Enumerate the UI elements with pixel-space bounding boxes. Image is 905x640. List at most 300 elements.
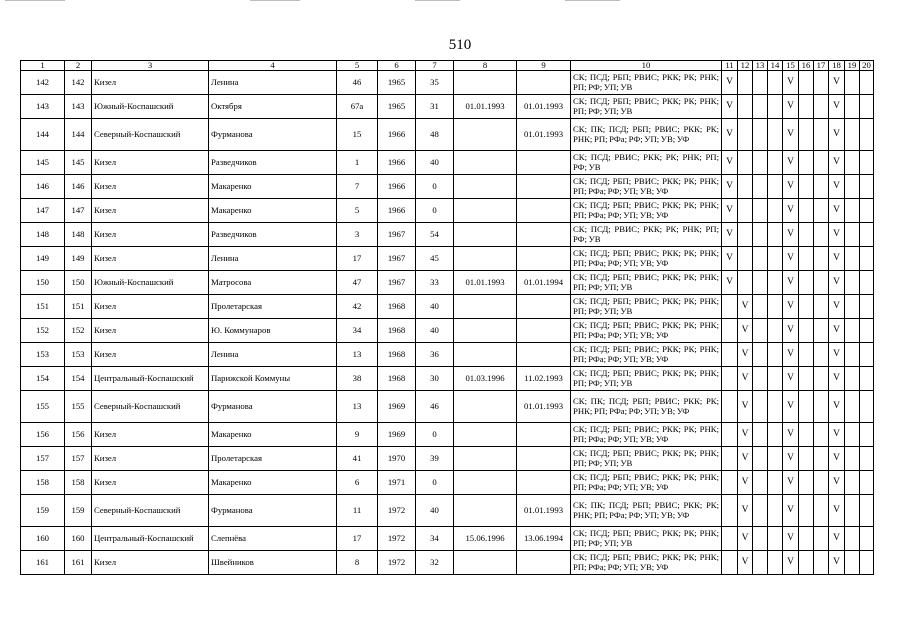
mark-cell: [753, 151, 768, 175]
mark-cell: V: [783, 119, 799, 151]
date-cell: [517, 343, 571, 367]
date-cell: [517, 71, 571, 95]
mark-cell: [768, 423, 783, 447]
mark-cell: [799, 151, 814, 175]
mark-cell: [845, 95, 860, 119]
year-cell: 1967: [378, 271, 416, 295]
mark-cell: [845, 223, 860, 247]
value-cell: 48: [416, 119, 454, 151]
column-header: 13: [753, 61, 768, 71]
column-header: 10: [571, 61, 722, 71]
mark-cell: [753, 423, 768, 447]
mark-cell: [814, 423, 829, 447]
codes-cell: СК; ПСД; РБП; РВИС; РКК; РК; РНК; РП; РФ; УП; УВ: [571, 447, 722, 471]
codes-cell: СК; ПК; ПСД; РБП; РВИС; РКК; РК; РНК; РП; РФа; РФ; УП; УВ; УФ: [571, 391, 722, 423]
mark-cell: V: [783, 319, 799, 343]
mark-cell: [845, 175, 860, 199]
street-cell: Ленина: [209, 343, 337, 367]
mark-cell: [799, 551, 814, 575]
mark-cell: V: [738, 295, 753, 319]
mark-cell: [860, 247, 874, 271]
mark-cell: [845, 151, 860, 175]
mark-cell: V: [783, 391, 799, 423]
date-cell: 15.06.1996: [454, 527, 517, 551]
mark-cell: [799, 527, 814, 551]
mark-cell: V: [783, 447, 799, 471]
mark-cell: V: [738, 447, 753, 471]
table-body: [21, 71, 874, 575]
mark-cell: V: [783, 95, 799, 119]
mark-cell: V: [829, 367, 845, 391]
mark-cell: [845, 271, 860, 295]
mark-cell: [845, 119, 860, 151]
column-header: 1: [21, 61, 65, 71]
value-cell: 40: [416, 495, 454, 527]
street-cell: Макаренко: [209, 423, 337, 447]
mark-cell: V: [722, 271, 738, 295]
row-index-cell: 148: [21, 223, 65, 247]
date-cell: [454, 71, 517, 95]
row-index-cell: 161: [21, 551, 65, 575]
mark-cell: [799, 199, 814, 223]
table-row: [21, 271, 874, 295]
house-number-cell: 6: [337, 471, 378, 495]
column-header: 3: [92, 61, 209, 71]
mark-cell: [860, 423, 874, 447]
year-cell: 1967: [378, 247, 416, 271]
date-cell: [454, 295, 517, 319]
table-row: [21, 471, 874, 495]
mark-cell: [799, 319, 814, 343]
street-cell: Фурманова: [209, 495, 337, 527]
date-cell: [517, 423, 571, 447]
mark-cell: [860, 551, 874, 575]
codes-cell: СК; ПСД; РБП; РВИС; РКК; РК; РНК; РП; РФа; РФ; УП; УВ; УФ: [571, 471, 722, 495]
mark-cell: V: [829, 247, 845, 271]
mark-cell: [799, 223, 814, 247]
object-number-cell: 142: [65, 71, 92, 95]
mark-cell: V: [783, 71, 799, 95]
mark-cell: [799, 175, 814, 199]
table-row: [21, 551, 874, 575]
house-number-cell: 8: [337, 551, 378, 575]
codes-cell: СК; ПСД; РВИС; РКК; РК; РНК; РП; РФ; УВ: [571, 151, 722, 175]
mark-cell: [738, 199, 753, 223]
value-cell: 45: [416, 247, 454, 271]
mark-cell: [753, 527, 768, 551]
date-cell: 11.02.1993: [517, 367, 571, 391]
date-cell: [517, 151, 571, 175]
settlement-cell: Кизел: [92, 447, 209, 471]
row-index-cell: 146: [21, 175, 65, 199]
mark-cell: [768, 367, 783, 391]
mark-cell: [799, 95, 814, 119]
date-cell: [454, 151, 517, 175]
year-cell: 1965: [378, 95, 416, 119]
mark-cell: [753, 71, 768, 95]
row-index-cell: 150: [21, 271, 65, 295]
mark-cell: [860, 495, 874, 527]
date-cell: 01.01.1993: [517, 95, 571, 119]
date-cell: [454, 423, 517, 447]
object-number-cell: 156: [65, 423, 92, 447]
year-cell: 1972: [378, 551, 416, 575]
mark-cell: [738, 151, 753, 175]
mark-cell: V: [783, 551, 799, 575]
codes-cell: СК; ПСД; РБП; РВИС; РКК; РК; РНК; РП; РФа; РФ; УП; УВ; УФ: [571, 423, 722, 447]
mark-cell: [860, 271, 874, 295]
mark-cell: V: [738, 319, 753, 343]
mark-cell: V: [829, 271, 845, 295]
row-index-cell: 154: [21, 367, 65, 391]
date-cell: 01.01.1993: [454, 95, 517, 119]
mark-cell: [845, 527, 860, 551]
house-number-cell: 13: [337, 343, 378, 367]
column-header: 11: [722, 61, 738, 71]
column-header: 14: [768, 61, 783, 71]
mark-cell: [753, 247, 768, 271]
codes-cell: СК; ПСД; РБП; РВИС; РКК; РК; РНК; РП; РФа; РФ; УП; УВ; УФ: [571, 175, 722, 199]
mark-cell: [860, 151, 874, 175]
codes-cell: СК; ПСД; РБП; РВИС; РКК; РК; РНК; РП; РФ; УП; УВ: [571, 295, 722, 319]
row-index-cell: 145: [21, 151, 65, 175]
street-cell: Октября: [209, 95, 337, 119]
codes-cell: СК; ПСД; РБП; РВИС; РКК; РК; РНК; РП; РФа; РФ; УП; УВ; УФ: [571, 199, 722, 223]
mark-cell: V: [783, 343, 799, 367]
table-row: [21, 95, 874, 119]
mark-cell: [722, 471, 738, 495]
mark-cell: V: [829, 343, 845, 367]
street-cell: Разведчиков: [209, 223, 337, 247]
mark-cell: [753, 119, 768, 151]
mark-cell: V: [783, 295, 799, 319]
mark-cell: V: [722, 71, 738, 95]
mark-cell: [860, 471, 874, 495]
object-number-cell: 144: [65, 119, 92, 151]
object-number-cell: 157: [65, 447, 92, 471]
column-header: 18: [829, 61, 845, 71]
street-cell: Ю. Коммунаров: [209, 319, 337, 343]
row-index-cell: 156: [21, 423, 65, 447]
table-row: [21, 247, 874, 271]
date-cell: 01.01.1993: [517, 391, 571, 423]
object-number-cell: 160: [65, 527, 92, 551]
settlement-cell: Кизел: [92, 151, 209, 175]
date-cell: [454, 247, 517, 271]
table-row: [21, 319, 874, 343]
street-cell: Слепнёва: [209, 527, 337, 551]
mark-cell: [738, 71, 753, 95]
year-cell: 1969: [378, 391, 416, 423]
codes-cell: СК; ПСД; РБП; РВИС; РКК; РК; РНК; РП; РФ; УП; УВ: [571, 71, 722, 95]
object-number-cell: 146: [65, 175, 92, 199]
street-cell: Парижской Коммуны: [209, 367, 337, 391]
house-number-cell: 38: [337, 367, 378, 391]
row-index-cell: 153: [21, 343, 65, 367]
mark-cell: V: [829, 71, 845, 95]
codes-cell: СК; ПСД; РБП; РВИС; РКК; РК; РНК; РП; РФ; УП; УВ: [571, 367, 722, 391]
settlement-cell: Центральный-Коспашский: [92, 527, 209, 551]
house-number-cell: 17: [337, 527, 378, 551]
mark-cell: [799, 423, 814, 447]
object-number-cell: 158: [65, 471, 92, 495]
value-cell: 0: [416, 423, 454, 447]
mark-cell: [738, 175, 753, 199]
column-header: 9: [517, 61, 571, 71]
mark-cell: V: [829, 527, 845, 551]
codes-cell: СК; ПК; ПСД; РБП; РВИС; РКК; РК; РНК; РП; РФа; РФ; УП; УВ; УФ: [571, 495, 722, 527]
mark-cell: V: [738, 367, 753, 391]
column-header: 2: [65, 61, 92, 71]
date-cell: [454, 551, 517, 575]
object-number-cell: 153: [65, 343, 92, 367]
mark-cell: V: [829, 119, 845, 151]
value-cell: 31: [416, 95, 454, 119]
house-number-cell: 1: [337, 151, 378, 175]
mark-cell: [860, 295, 874, 319]
column-header: 8: [454, 61, 517, 71]
date-cell: [454, 223, 517, 247]
street-cell: Макаренко: [209, 175, 337, 199]
mark-cell: [860, 447, 874, 471]
mark-cell: V: [829, 223, 845, 247]
mark-cell: [768, 271, 783, 295]
column-header: 20: [860, 61, 874, 71]
date-cell: [454, 343, 517, 367]
value-cell: 40: [416, 295, 454, 319]
mark-cell: [814, 175, 829, 199]
mark-cell: [768, 71, 783, 95]
mark-cell: [753, 551, 768, 575]
mark-cell: [799, 447, 814, 471]
table-row: [21, 175, 874, 199]
mark-cell: [860, 343, 874, 367]
date-cell: [517, 319, 571, 343]
mark-cell: [753, 175, 768, 199]
mark-cell: [722, 551, 738, 575]
mark-cell: V: [783, 223, 799, 247]
mark-cell: [722, 319, 738, 343]
codes-cell: СК; ПСД; РБП; РВИС; РКК; РК; РНК; РП; РФ; УП; УВ: [571, 95, 722, 119]
table-row: [21, 423, 874, 447]
mark-cell: [860, 527, 874, 551]
mark-cell: [753, 95, 768, 119]
row-index-cell: 152: [21, 319, 65, 343]
mark-cell: [722, 391, 738, 423]
row-index-cell: 147: [21, 199, 65, 223]
mark-cell: [753, 223, 768, 247]
mark-cell: [799, 71, 814, 95]
mark-cell: [768, 95, 783, 119]
table-row: [21, 119, 874, 151]
house-number-cell: 3: [337, 223, 378, 247]
date-cell: [454, 319, 517, 343]
object-number-cell: 143: [65, 95, 92, 119]
year-cell: 1968: [378, 343, 416, 367]
mark-cell: [860, 119, 874, 151]
street-cell: Макаренко: [209, 471, 337, 495]
mark-cell: [768, 151, 783, 175]
object-number-cell: 152: [65, 319, 92, 343]
table-row: [21, 199, 874, 223]
mark-cell: V: [829, 495, 845, 527]
mark-cell: [753, 447, 768, 471]
value-cell: 40: [416, 319, 454, 343]
mark-cell: V: [783, 151, 799, 175]
mark-cell: [814, 199, 829, 223]
mark-cell: [768, 295, 783, 319]
date-cell: [454, 495, 517, 527]
mark-cell: [753, 391, 768, 423]
settlement-cell: Северный-Коспашский: [92, 119, 209, 151]
street-cell: Матросова: [209, 271, 337, 295]
mark-cell: [814, 247, 829, 271]
date-cell: [517, 295, 571, 319]
mark-cell: [799, 367, 814, 391]
mark-cell: [814, 495, 829, 527]
street-cell: Швейников: [209, 551, 337, 575]
street-cell: Макаренко: [209, 199, 337, 223]
mark-cell: V: [722, 247, 738, 271]
date-cell: 01.01.1993: [517, 495, 571, 527]
codes-cell: СК; ПСД; РБП; РВИС; РКК; РК; РНК; РП; РФ; УП; УВ: [571, 527, 722, 551]
registry-table: [20, 60, 874, 575]
mark-cell: V: [783, 271, 799, 295]
value-cell: 32: [416, 551, 454, 575]
house-number-cell: 5: [337, 199, 378, 223]
mark-cell: [753, 495, 768, 527]
mark-cell: [753, 295, 768, 319]
street-cell: Фурманова: [209, 119, 337, 151]
settlement-cell: Кизел: [92, 247, 209, 271]
mark-cell: V: [722, 119, 738, 151]
settlement-cell: Кизел: [92, 551, 209, 575]
mark-cell: V: [783, 247, 799, 271]
scan-edge-line: [565, 0, 620, 1]
row-index-cell: 159: [21, 495, 65, 527]
settlement-cell: Южный-Коспашский: [92, 95, 209, 119]
mark-cell: [738, 95, 753, 119]
mark-cell: [845, 247, 860, 271]
house-number-cell: 67а: [337, 95, 378, 119]
mark-cell: [768, 175, 783, 199]
column-header: 6: [378, 61, 416, 71]
mark-cell: [799, 271, 814, 295]
date-cell: [454, 471, 517, 495]
row-index-cell: 160: [21, 527, 65, 551]
year-cell: 1966: [378, 151, 416, 175]
mark-cell: V: [829, 423, 845, 447]
mark-cell: [768, 447, 783, 471]
mark-cell: [845, 343, 860, 367]
mark-cell: V: [783, 527, 799, 551]
table-row: [21, 367, 874, 391]
column-header: 12: [738, 61, 753, 71]
mark-cell: [814, 447, 829, 471]
mark-cell: [722, 423, 738, 447]
house-number-cell: 41: [337, 447, 378, 471]
value-cell: 0: [416, 175, 454, 199]
mark-cell: [860, 223, 874, 247]
object-number-cell: 149: [65, 247, 92, 271]
mark-cell: V: [738, 343, 753, 367]
codes-cell: СК; ПСД; РБП; РВИС; РКК; РК; РНК; РП; РФ; УП; УВ: [571, 271, 722, 295]
mark-cell: [799, 471, 814, 495]
mark-cell: [722, 527, 738, 551]
mark-cell: [814, 343, 829, 367]
mark-cell: [860, 391, 874, 423]
house-number-cell: 17: [337, 247, 378, 271]
date-cell: 01.03.1996: [454, 367, 517, 391]
date-cell: [517, 199, 571, 223]
mark-cell: [722, 495, 738, 527]
house-number-cell: 47: [337, 271, 378, 295]
codes-cell: СК; ПК; ПСД; РБП; РВИС; РКК; РК; РНК; РП; РФа; РФ; УП; УВ; УФ: [571, 119, 722, 151]
table-row: [21, 343, 874, 367]
house-number-cell: 13: [337, 391, 378, 423]
street-cell: Пролетарская: [209, 447, 337, 471]
value-cell: 0: [416, 199, 454, 223]
mark-cell: V: [738, 391, 753, 423]
mark-cell: V: [829, 391, 845, 423]
mark-cell: V: [738, 527, 753, 551]
mark-cell: [722, 447, 738, 471]
year-cell: 1965: [378, 71, 416, 95]
mark-cell: [799, 119, 814, 151]
mark-cell: [799, 343, 814, 367]
table-row: [21, 447, 874, 471]
mark-cell: V: [738, 495, 753, 527]
street-cell: Ленина: [209, 71, 337, 95]
mark-cell: [814, 71, 829, 95]
mark-cell: [845, 423, 860, 447]
column-header: 4: [209, 61, 337, 71]
mark-cell: V: [722, 95, 738, 119]
mark-cell: [814, 471, 829, 495]
table-row: [21, 391, 874, 423]
column-header: 16: [799, 61, 814, 71]
value-cell: 39: [416, 447, 454, 471]
row-index-cell: 151: [21, 295, 65, 319]
date-cell: [517, 175, 571, 199]
table-row: [21, 151, 874, 175]
mark-cell: [845, 551, 860, 575]
mark-cell: [722, 367, 738, 391]
mark-cell: [799, 295, 814, 319]
house-number-cell: 34: [337, 319, 378, 343]
year-cell: 1968: [378, 319, 416, 343]
scan-edge-line: [415, 0, 460, 1]
date-cell: [517, 551, 571, 575]
year-cell: 1971: [378, 471, 416, 495]
mark-cell: [814, 295, 829, 319]
mark-cell: V: [783, 199, 799, 223]
date-cell: [517, 223, 571, 247]
codes-cell: СК; ПСД; РБП; РВИС; РКК; РК; РНК; РП; РФа; РФ; УП; УВ; УФ: [571, 343, 722, 367]
mark-cell: V: [722, 199, 738, 223]
mark-cell: V: [829, 95, 845, 119]
settlement-cell: Кизел: [92, 223, 209, 247]
street-cell: Пролетарская: [209, 295, 337, 319]
mark-cell: [753, 343, 768, 367]
value-cell: 46: [416, 391, 454, 423]
mark-cell: [753, 367, 768, 391]
column-header: 15: [783, 61, 799, 71]
mark-cell: V: [783, 367, 799, 391]
value-cell: 54: [416, 223, 454, 247]
object-number-cell: 145: [65, 151, 92, 175]
object-number-cell: 154: [65, 367, 92, 391]
